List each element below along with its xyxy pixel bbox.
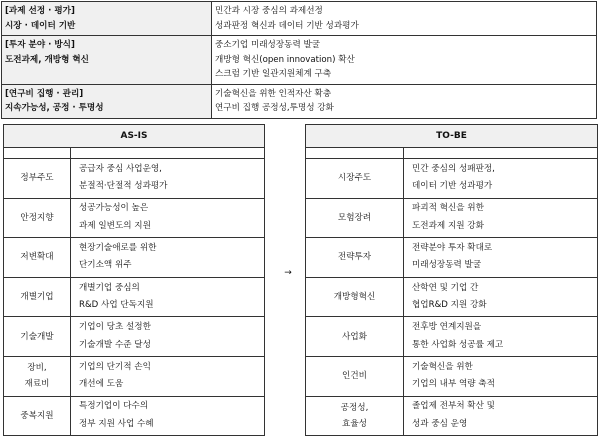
tobe-row-label (306, 198, 404, 238)
asis-row-label-line: 장비, (27, 363, 47, 374)
asis-row-label-line: 개별기업 (20, 292, 54, 303)
tobe-row-body-line: 기술혁신을 위한 (412, 361, 473, 372)
tobe-row-label (306, 238, 404, 278)
summary-head-line: [과제 선정 · 평가] (5, 6, 75, 16)
tobe-row-body (404, 238, 598, 278)
tobe-row-body-line: 협업R&D 지원 강화 (412, 300, 487, 311)
tobe-row-label-line: 전략투자 (337, 252, 372, 263)
tobe-row-label-line: 개방형혁신 (333, 292, 376, 303)
summary-desc-line: 중소기업 미래성장동력 발굴 (215, 40, 321, 50)
tobe-row-body-line: 성과 중심 운영 (412, 418, 468, 429)
asis-row-body (71, 159, 265, 199)
tobe-row-label-line: 모험장려 (337, 212, 372, 223)
tobe-row-body (404, 356, 598, 396)
tobe-row-label-line: 인건비 (342, 371, 367, 382)
asis-row (4, 317, 265, 357)
tobe-row-label-line: 공정성, (340, 402, 369, 413)
asis-row-body-line: 특정기업이 다수의 (79, 401, 149, 412)
summary-head-line: 시장 · 데이터 기반 (5, 20, 76, 31)
asis-row-label (4, 238, 71, 278)
tobe-row-body-line: 전략분야 투자 확대로 (412, 242, 493, 253)
asis-row-body-line: 성공가능성이 높은 (79, 203, 149, 214)
asis-row-body-line: 개별기업 중심의 (79, 282, 140, 293)
tobe-row-body-line: 전후방 연계지원을 (412, 322, 482, 333)
summary-head (2, 36, 212, 85)
summary-head (2, 84, 212, 118)
asis-spacer-cell (71, 148, 265, 159)
tobe-row-body-line: 졸업제 전부처 확산 및 (412, 401, 495, 412)
tobe-row-body (404, 198, 598, 238)
tobe-spacer-cell (404, 148, 598, 159)
summary-head-line: [연구비 집행 · 관리] (5, 88, 84, 99)
tobe-body (306, 148, 598, 436)
summary-desc (212, 84, 597, 118)
tobe-header-row (306, 125, 598, 148)
summary-desc-line: 민간과 시장 중심의 과제선정 (215, 6, 323, 16)
asis-row-label-line: 저변확대 (20, 252, 54, 263)
summary-head-line: 지속가능성, 공정 · 투명성 (5, 103, 104, 113)
tobe-row-body-line: 도전과제 지원 강화 (412, 220, 484, 231)
tobe-spacer-row (306, 148, 598, 159)
summary-desc-line: 연구비 집행 공정성,투명성 강화 (215, 103, 334, 113)
asis-row-body (71, 356, 265, 396)
tobe-row-label (306, 356, 404, 396)
tobe-row (306, 277, 598, 317)
tobe-row-body-line: 기업의 내부 역량 축적 (412, 379, 495, 390)
tobe-row-body-line: 산학연 및 기업 간 (412, 282, 479, 293)
tobe-row (306, 159, 598, 199)
asis-row-body (71, 396, 265, 436)
asis-spacer-row (4, 148, 265, 159)
asis-row (4, 277, 265, 317)
tobe-spacer-cell (306, 148, 404, 159)
summary-desc-line: 스크럼 기반 일관지원체계 구축 (215, 69, 332, 79)
tobe-row (306, 396, 598, 436)
asis-row-label (4, 317, 71, 357)
asis-row-label-line: 중복지원 (20, 410, 54, 421)
asis-row-body-line: 단기소액 위주 (79, 260, 132, 271)
asis-row-body-line: R&D 사업 단독지원 (79, 300, 154, 311)
summary-desc (212, 2, 597, 36)
tobe-row-label (306, 317, 404, 357)
tobe-row-label (306, 396, 404, 436)
asis-row-body (71, 317, 265, 357)
asis-row-body-line: 기술개발 수준 달성 (79, 339, 151, 350)
tobe-row-body-line: 데이터 기반 성과평가 (412, 181, 493, 192)
summary-desc (212, 36, 597, 85)
asis-row-body-line: 기업의 단기적 손익 (79, 361, 151, 372)
summary-desc-line: 성과판정 혁신과 데이터 기반 성과평가 (215, 20, 359, 31)
asis-row (4, 238, 265, 278)
tobe-row-body-line: 미래성장동력 발굴 (412, 260, 482, 271)
summary-head (2, 2, 212, 36)
tobe-row-label-line: 효율성 (342, 418, 367, 429)
arrow-icon: → (284, 268, 292, 278)
asis-spacer-cell (4, 148, 71, 159)
asis-row-label (4, 396, 71, 436)
asis-table (3, 124, 265, 436)
asis-row-body-line: 과제 일변도의 지원 (79, 220, 151, 231)
tobe-header: TO-BE (306, 125, 598, 148)
asis-row-body-line: 개선에 도움 (79, 379, 124, 390)
asis-row-label-line: 재료비 (24, 379, 50, 390)
tobe-row (306, 198, 598, 238)
tobe-row-body (404, 277, 598, 317)
summary-body (2, 2, 597, 119)
asis-row (4, 198, 265, 238)
tobe-row-body-line: 파괴적 혁신을 위한 (412, 203, 484, 214)
summary-head-line: [투자 분야 · 방식] (5, 40, 75, 50)
asis-row (4, 159, 265, 199)
summary-row (2, 36, 597, 85)
asis-row-label-line: 정부주도 (20, 173, 54, 184)
tobe-row-body (404, 159, 598, 199)
asis-row-body (71, 238, 265, 278)
summary-row (2, 84, 597, 118)
asis-row (4, 356, 265, 396)
tobe-row (306, 238, 598, 278)
asis-body (4, 148, 265, 436)
asis-row-body (71, 198, 265, 238)
asis-row-label-line: 기술개발 (20, 331, 54, 342)
summary-head-line: 도전과제, 개방형 혁신 (5, 54, 89, 65)
asis-row-body (71, 277, 265, 317)
summary-desc-line: 개방형 혁신(open innovation) 확산 (215, 54, 355, 65)
asis-row-body-line: 기업이 당초 설정한 (79, 322, 151, 333)
tobe-row (306, 356, 598, 396)
asis-header: AS-IS (4, 125, 265, 148)
asis-header-row (4, 125, 265, 148)
asis-row-label (4, 198, 71, 238)
asis-row-body-line: 분절적·단절적 성과평가 (79, 181, 168, 192)
tobe-row-label-line: 사업화 (342, 331, 367, 342)
asis-row-body-line: 현장기술애로를 위한 (79, 242, 157, 253)
summary-desc-line: 기술혁신을 위한 인적자산 확충 (215, 88, 332, 99)
asis-row-label (4, 356, 71, 396)
summary-table (1, 1, 597, 119)
asis-row-body-line: 공급자 중심 사업운영, (79, 163, 162, 174)
asis-row-label-line: 안정지향 (20, 212, 54, 223)
tobe-row-body-line: 민간 중심의 성패판정, (412, 163, 495, 174)
tobe-row-body-line: 통한 사업화 성공률 제고 (412, 339, 504, 350)
summary-row (2, 2, 597, 36)
asis-row-label (4, 159, 71, 199)
tobe-row-label (306, 159, 404, 199)
tobe-table (305, 124, 598, 436)
tobe-row-body (404, 396, 598, 436)
tobe-row-body (404, 317, 598, 357)
asis-row-body-line: 정부 지원 사업 수혜 (79, 418, 154, 429)
asis-row-label (4, 277, 71, 317)
asis-row (4, 396, 265, 436)
tobe-row-label-line: 시장주도 (337, 173, 372, 184)
tobe-row-label (306, 277, 404, 317)
tobe-row (306, 317, 598, 357)
